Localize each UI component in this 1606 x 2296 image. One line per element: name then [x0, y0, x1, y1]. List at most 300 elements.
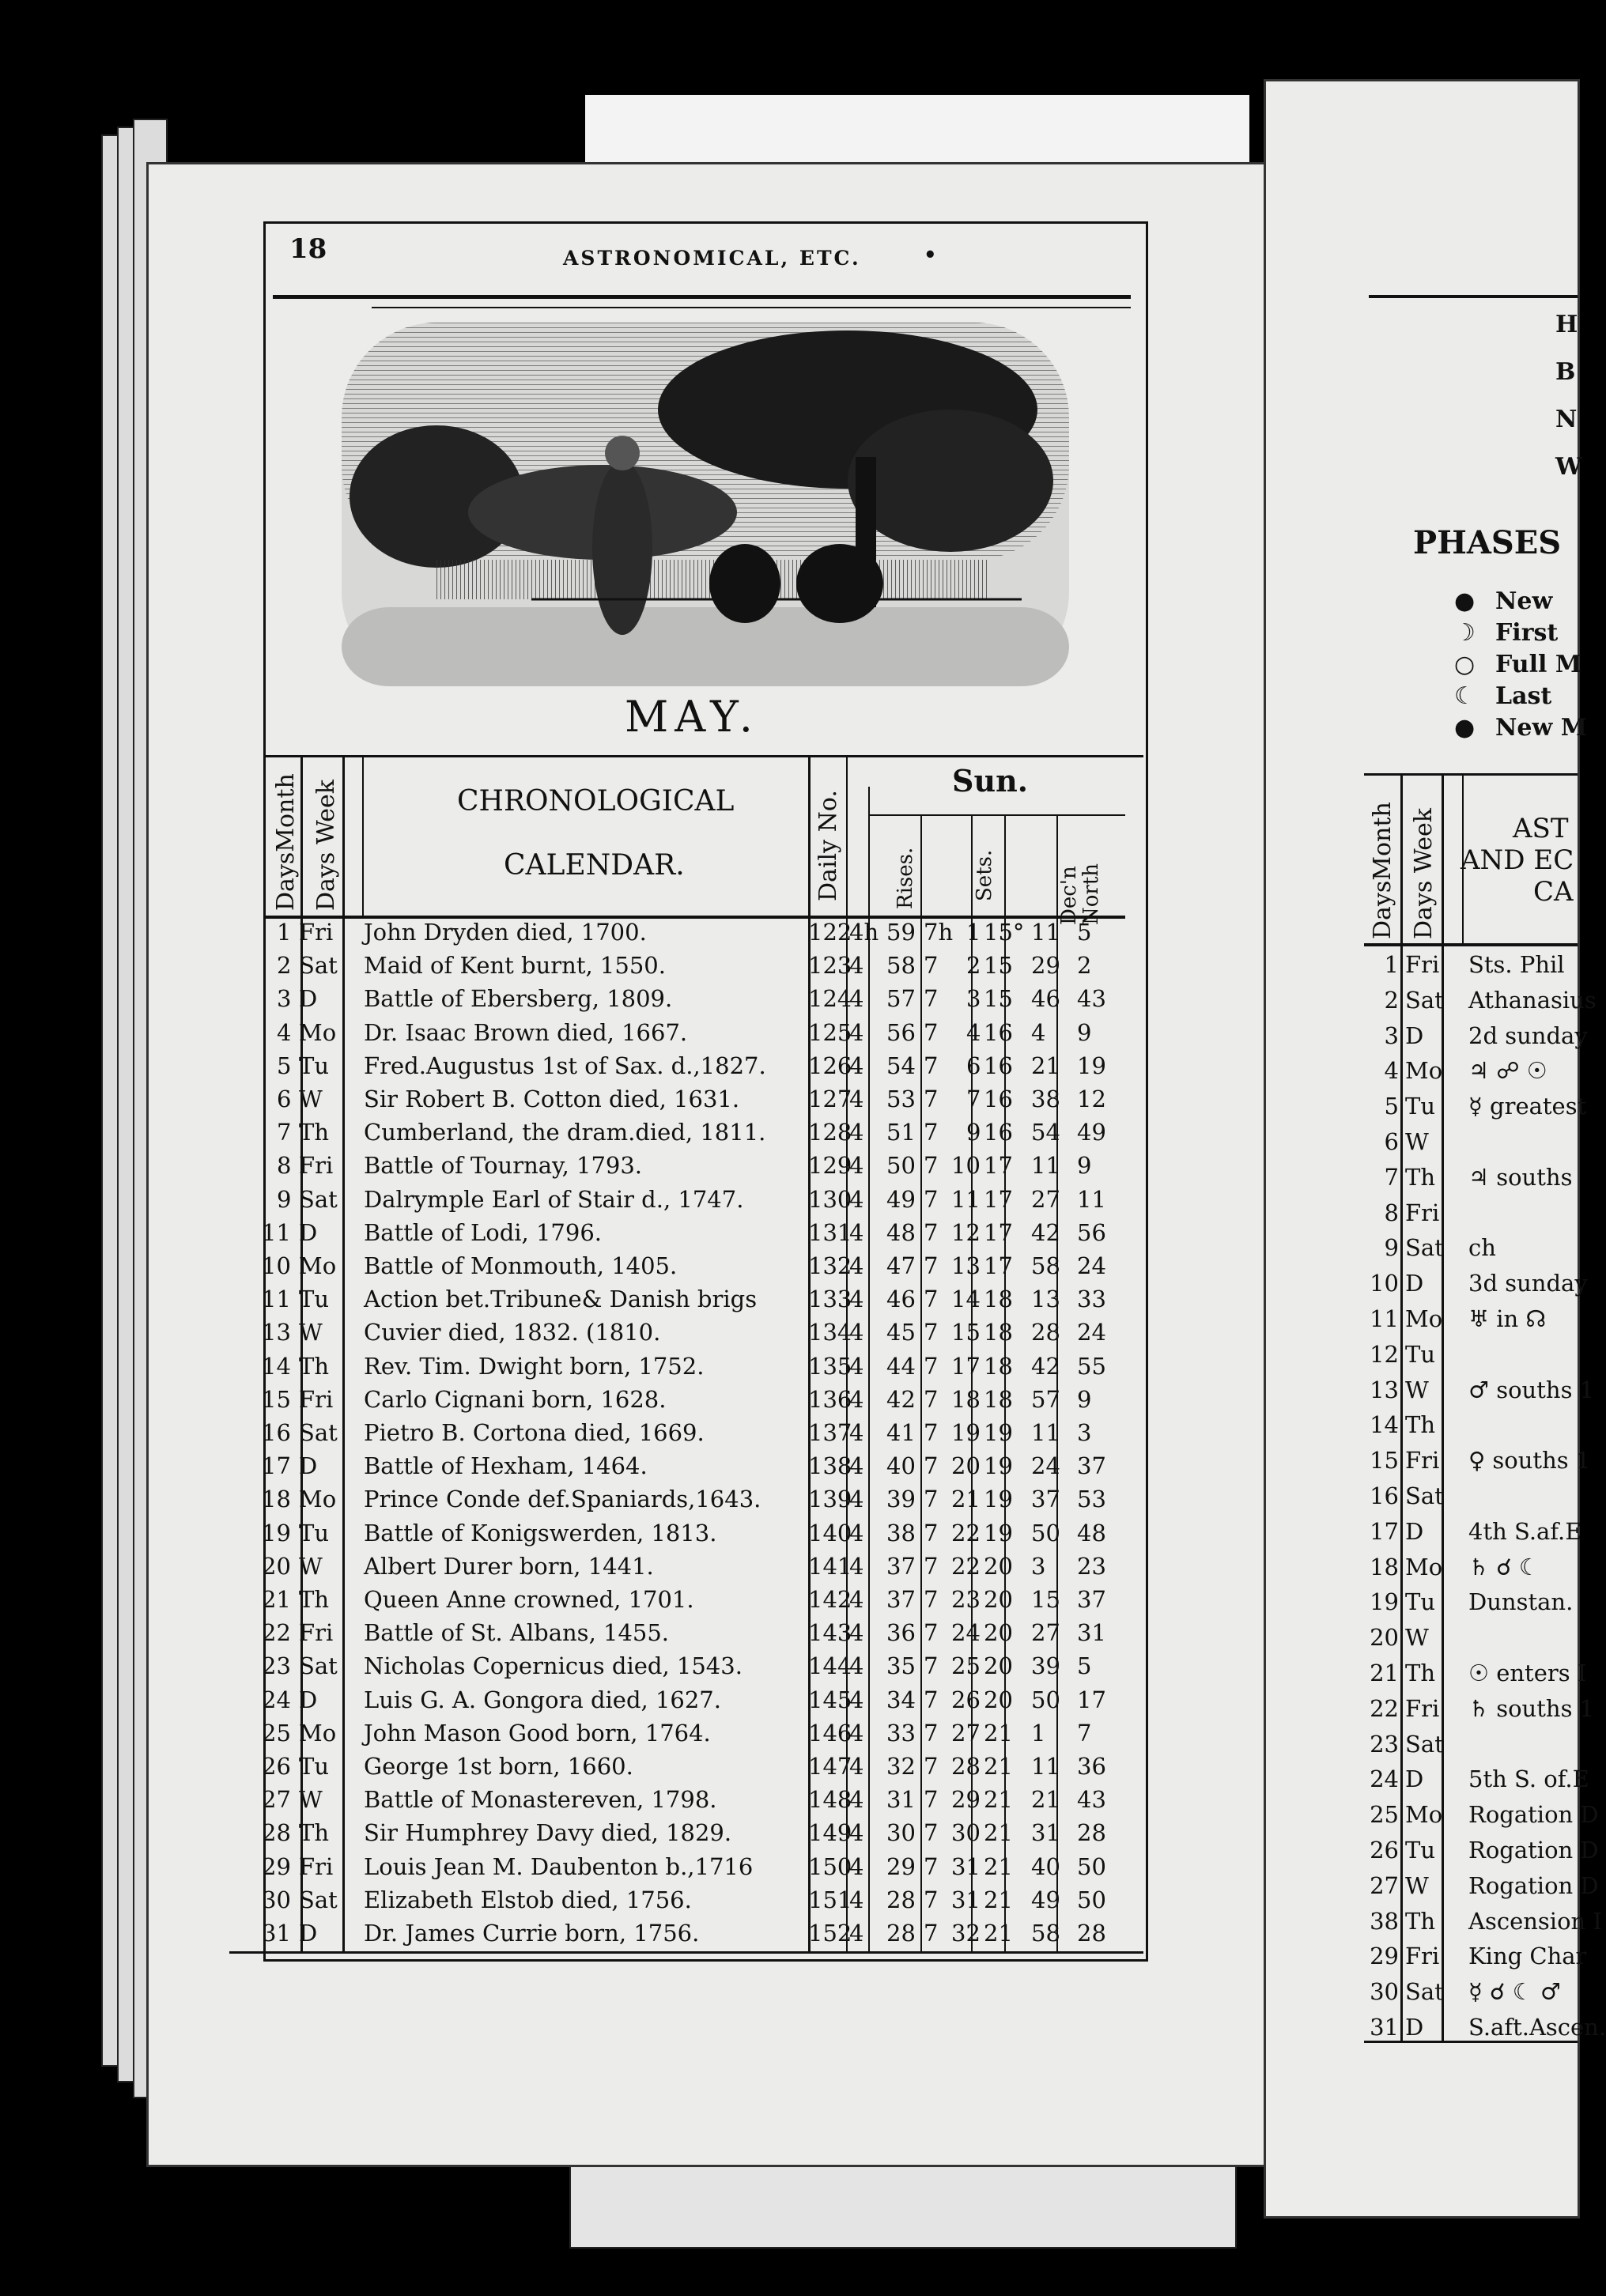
- right-day-of-week: Sat: [1405, 1730, 1444, 1758]
- sun-set-hour: 7h: [924, 919, 954, 946]
- declination-minute: 46: [1031, 985, 1060, 1013]
- right-table-bottom: [1364, 2041, 1578, 2043]
- event-text: Dr. James Currie born, 1756.: [364, 1920, 700, 1947]
- table-row: [237, 1819, 1147, 1847]
- day-of-month: 24: [262, 1686, 291, 1713]
- sun-set-hour: 7: [924, 1519, 939, 1546]
- declination-minute: 15: [1031, 1586, 1060, 1613]
- daily-number: 128: [808, 1119, 852, 1146]
- sun-set-minute: 22: [951, 1519, 981, 1546]
- right-day-of-week: Sat: [1405, 986, 1444, 1014]
- sun-set-minute: 19: [951, 1419, 981, 1446]
- right-day-of-week: Th: [1405, 1163, 1436, 1191]
- sun-rise-minute: 58: [886, 952, 916, 980]
- day-of-week: Tu: [299, 1052, 330, 1079]
- declination-second: 24: [1077, 1252, 1106, 1279]
- sun-set-hour: 7: [924, 1753, 939, 1780]
- sun-rise-minute: 49: [886, 1185, 916, 1213]
- right-entry-text: Rogation D: [1468, 1801, 1599, 1829]
- table-row: [237, 1286, 1147, 1313]
- right-day-of-month: 11: [1370, 1305, 1399, 1332]
- declination-second: 3: [1077, 1419, 1092, 1446]
- sun-set-minute: 27: [951, 1719, 981, 1747]
- table-row: [237, 1319, 1147, 1346]
- sun-set-minute: 26: [951, 1686, 981, 1713]
- sun-set-minute: 12: [951, 1218, 981, 1246]
- right-day-of-week: Fri: [1405, 1943, 1440, 1970]
- daily-number: 147: [808, 1753, 852, 1780]
- declination-degree: 21: [984, 1753, 1013, 1780]
- event-text: Rev. Tim. Dwight born, 1752.: [364, 1352, 705, 1380]
- sun-set-minute: 31: [951, 1852, 981, 1880]
- right-day-of-month: 13: [1370, 1376, 1399, 1403]
- daily-number: 145: [808, 1686, 852, 1713]
- sun-rise-minute: 29: [886, 1852, 916, 1880]
- right-entry-text: Rogation D: [1468, 1871, 1599, 1899]
- event-text: Battle of Monastereven, 1798.: [364, 1786, 717, 1814]
- declination-second: 7: [1077, 1719, 1092, 1747]
- event-text: Pietro B. Cortona died, 1669.: [364, 1419, 705, 1446]
- right-day-of-week: W: [1405, 1376, 1429, 1403]
- sun-set-hour: 7: [924, 1152, 939, 1180]
- woodcut-illustration: [342, 323, 1069, 686]
- sun-rise-hour: 4: [849, 1086, 864, 1112]
- day-of-week: D: [299, 1920, 318, 1947]
- sun-rise-minute: 45: [886, 1319, 916, 1346]
- event-text: Luis G. A. Gongora died, 1627.: [364, 1686, 721, 1713]
- sun-set-minute: 25: [951, 1652, 981, 1680]
- event-text: Sir Humphrey Davy died, 1829.: [364, 1819, 732, 1847]
- sun-set-hour: 7: [924, 952, 939, 980]
- declination-degree: 16: [984, 1086, 1013, 1112]
- day-of-week: Sat: [299, 1185, 338, 1213]
- table-row: [237, 1252, 1147, 1279]
- day-of-week: Mo: [299, 1018, 337, 1046]
- rises-header: Rises.: [894, 847, 917, 909]
- declination-second: 9: [1077, 1152, 1092, 1180]
- sun-rise-minute: 28: [886, 1886, 916, 1913]
- event-text: Carlo Cignani born, 1628.: [364, 1385, 667, 1413]
- phase-full-icon: ○: [1454, 651, 1476, 678]
- sun-set-hour: 7: [924, 1018, 939, 1046]
- daily-number: 132: [808, 1252, 852, 1279]
- days-month-header: DaysMonth: [272, 773, 300, 911]
- col-rule: [362, 757, 364, 916]
- sun-set-hour: 7: [924, 1586, 939, 1613]
- sun-rise-hour: 4: [849, 1586, 864, 1613]
- table-row: [237, 952, 1147, 980]
- right-day-of-week: Mo: [1405, 1305, 1443, 1332]
- header-rule-thin: [372, 307, 1131, 308]
- event-text: Dr. Isaac Brown died, 1667.: [364, 1018, 688, 1046]
- declination-degree: 15: [984, 985, 1013, 1013]
- right-letter: H: [1555, 311, 1578, 338]
- sun-rise-hour: 4: [849, 1185, 864, 1213]
- declination-second: 56: [1077, 1218, 1106, 1246]
- day-of-week: Th: [299, 1352, 330, 1380]
- daily-number: 124: [808, 985, 852, 1013]
- right-days-month-header: DaysMonth: [1369, 802, 1396, 939]
- declination-degree: 19: [984, 1519, 1013, 1546]
- declination-second: 48: [1077, 1519, 1106, 1546]
- sun-set-minute: 4: [966, 1018, 981, 1046]
- day-of-month: 3: [277, 985, 292, 1013]
- event-text: Battle of Tournay, 1793.: [364, 1152, 643, 1180]
- sun-set-hour: 7: [924, 1319, 939, 1346]
- header-dot: •: [924, 244, 937, 267]
- phase-first-icon: ☽: [1454, 619, 1476, 647]
- table-row: [237, 1586, 1147, 1613]
- right-entry-text: ♄ souths 1: [1468, 1694, 1595, 1722]
- daily-number: 139: [808, 1486, 852, 1513]
- table-row: [237, 1052, 1147, 1079]
- event-text: Battle of St. Albans, 1455.: [364, 1619, 670, 1647]
- right-day-of-week: D: [1405, 2014, 1424, 2041]
- daily-number: 127: [808, 1086, 852, 1112]
- day-of-month: 18: [262, 1486, 291, 1513]
- right-day-of-week: D: [1405, 1517, 1424, 1545]
- table-row: [237, 1218, 1147, 1246]
- right-day-of-week: Fri: [1405, 1694, 1440, 1722]
- sun-rise-minute: 46: [886, 1286, 916, 1313]
- right-table-head-bottom: [1364, 943, 1578, 946]
- right-day-of-week: Sat: [1405, 1482, 1444, 1509]
- day-of-month: 5: [277, 1052, 292, 1079]
- day-of-week: Tu: [299, 1519, 330, 1546]
- table-row: [237, 985, 1147, 1013]
- right-day-of-week: Fri: [1405, 951, 1440, 978]
- sets-header: Sets.: [973, 849, 996, 901]
- right-entry-text: Rogation D: [1468, 1837, 1599, 1864]
- daily-number: 122: [808, 919, 852, 946]
- declination-degree: 18: [984, 1385, 1013, 1413]
- day-of-month: 11: [262, 1286, 291, 1313]
- right-day-of-month: 19: [1370, 1588, 1399, 1616]
- declination-minute: 42: [1031, 1352, 1060, 1380]
- sun-rise-minute: 42: [886, 1385, 916, 1413]
- event-text: Albert Durer born, 1441.: [364, 1552, 654, 1580]
- table-row: [237, 1852, 1147, 1880]
- day-of-week: W: [299, 1086, 323, 1112]
- sun-rise-hour: 4: [849, 1519, 864, 1546]
- declination-minute: 3: [1031, 1552, 1046, 1580]
- table-row: [237, 1452, 1147, 1480]
- event-text: Sir Robert B. Cotton died, 1631.: [364, 1086, 740, 1112]
- declination-second: 11: [1077, 1185, 1106, 1213]
- right-day-of-week: Sat: [1405, 1978, 1444, 2006]
- sun-set-minute: 30: [951, 1819, 981, 1847]
- event-text: Action bet.Tribune& Danish brigs: [364, 1286, 758, 1313]
- day-of-week: D: [299, 1452, 318, 1480]
- day-of-month: 23: [262, 1652, 291, 1680]
- sun-set-minute: 29: [951, 1786, 981, 1814]
- phase-label: New M: [1495, 714, 1587, 742]
- day-of-week: Sat: [299, 1652, 338, 1680]
- daily-number: 135: [808, 1352, 852, 1380]
- daily-number: 148: [808, 1786, 852, 1814]
- day-of-month: 19: [262, 1519, 291, 1546]
- day-of-week: Mo: [299, 1486, 337, 1513]
- sun-set-hour: 7: [924, 1119, 939, 1146]
- event-text: Battle of Monmouth, 1405.: [364, 1252, 678, 1279]
- right-day-of-month: 22: [1370, 1694, 1399, 1722]
- event-text: Prince Conde def.Spaniards,1643.: [364, 1486, 761, 1513]
- sun-set-minute: 17: [951, 1352, 981, 1380]
- daily-number: 131: [808, 1218, 852, 1246]
- day-of-month: 22: [262, 1619, 291, 1647]
- event-text: George 1st born, 1660.: [364, 1753, 633, 1780]
- sun-rise-minute: 39: [886, 1486, 916, 1513]
- declination-degree: 18: [984, 1352, 1013, 1380]
- right-col-rule: [1442, 776, 1444, 2041]
- day-of-week: Mo: [299, 1252, 337, 1279]
- declination-degree: 15: [984, 952, 1013, 980]
- right-day-of-month: 8: [1384, 1199, 1399, 1226]
- declination-minute: 11: [1031, 1753, 1060, 1780]
- right-entry-text: ♄ ☌ ☾: [1468, 1553, 1540, 1580]
- sun-rise-hour: 4: [849, 1152, 864, 1180]
- declination-degree: 21: [984, 1819, 1013, 1847]
- day-of-month: 15: [262, 1385, 291, 1413]
- sun-set-minute: 13: [951, 1252, 981, 1279]
- sun-set-hour: 7: [924, 1185, 939, 1213]
- sun-rise-hour: 4: [849, 952, 864, 980]
- right-day-of-month: 7: [1384, 1163, 1399, 1191]
- declination-second: 12: [1077, 1086, 1106, 1112]
- right-entry-text: S.aft.Ascen.: [1468, 2014, 1606, 2041]
- sun-rise-hour: 4: [849, 1852, 864, 1880]
- declination-second: 37: [1077, 1452, 1106, 1480]
- sun-set-minute: 18: [951, 1385, 981, 1413]
- declination-minute: 21: [1031, 1786, 1060, 1814]
- right-col-title: CA: [1533, 876, 1574, 908]
- declination-degree: 21: [984, 1719, 1013, 1747]
- daily-number: 142: [808, 1586, 852, 1613]
- event-text: John Mason Good born, 1764.: [364, 1719, 711, 1747]
- day-of-month: 11: [262, 1218, 291, 1246]
- sun-set-hour: 7: [924, 1686, 939, 1713]
- sun-rise-hour: 4: [849, 1452, 864, 1480]
- right-day-of-week: Fri: [1405, 1199, 1440, 1226]
- declination-second: 5: [1077, 1652, 1092, 1680]
- phases-title: PHASES: [1413, 524, 1562, 561]
- declination-second: 49: [1077, 1119, 1106, 1146]
- right-day-of-month: 9: [1384, 1234, 1399, 1262]
- sun-rise-hour: 4: [849, 1786, 864, 1814]
- phase-label: First: [1495, 619, 1559, 647]
- day-of-month: 28: [262, 1819, 291, 1847]
- declination-second: 50: [1077, 1852, 1106, 1880]
- day-of-month: 25: [262, 1719, 291, 1747]
- daily-number: 151: [808, 1886, 852, 1913]
- phase-last-icon: ☾: [1454, 682, 1476, 710]
- table-row: [237, 1652, 1147, 1680]
- right-day-of-month: 15: [1370, 1447, 1399, 1475]
- sun-rise-minute: 40: [886, 1452, 916, 1480]
- right-day-of-month: 30: [1370, 1978, 1399, 2006]
- right-entry-text: 3d sunday: [1468, 1270, 1588, 1297]
- declination-second: 23: [1077, 1552, 1106, 1580]
- declination-second: 5: [1077, 919, 1092, 946]
- event-text: Louis Jean M. Daubenton b.,1716: [364, 1852, 754, 1880]
- right-entry-text: Ascension I: [1468, 1907, 1602, 1935]
- sun-set-minute: 23: [951, 1586, 981, 1613]
- day-of-month: 20: [262, 1552, 291, 1580]
- right-day-of-week: Mo: [1405, 1553, 1443, 1580]
- right-day-of-month: 38: [1370, 1907, 1399, 1935]
- day-of-month: 17: [262, 1452, 291, 1480]
- right-entry-text: ♀ souths 1: [1468, 1447, 1591, 1475]
- declination-degree: 17: [984, 1185, 1013, 1213]
- declination-minute: 11: [1031, 1419, 1060, 1446]
- day-of-week: Fri: [299, 1385, 334, 1413]
- sun-set-minute: 3: [966, 985, 981, 1013]
- sun-set-minute: 1: [966, 919, 981, 946]
- sun-set-hour: 7: [924, 1552, 939, 1580]
- header-rule: [273, 295, 1131, 299]
- daily-number: 136: [808, 1385, 852, 1413]
- declination-minute: 13: [1031, 1286, 1060, 1313]
- table-row: [237, 1385, 1147, 1413]
- declination-minute: 40: [1031, 1852, 1060, 1880]
- table-row: [237, 1486, 1147, 1513]
- declination-degree: 15°: [984, 919, 1025, 946]
- declination-second: 50: [1077, 1886, 1106, 1913]
- day-of-week: Tu: [299, 1753, 330, 1780]
- right-day-of-month: 27: [1370, 1871, 1399, 1899]
- day-of-month: 10: [262, 1252, 291, 1279]
- right-day-of-month: 18: [1370, 1553, 1399, 1580]
- table-row: [237, 1686, 1147, 1713]
- daily-no-header: Daily No.: [814, 790, 842, 901]
- day-of-month: 8: [277, 1152, 292, 1180]
- day-of-month: 30: [262, 1886, 291, 1913]
- declination-second: 36: [1077, 1753, 1106, 1780]
- day-of-week: Sat: [299, 1886, 338, 1913]
- day-of-week: D: [299, 1686, 318, 1713]
- table-bottom-rule: [229, 1951, 1143, 1954]
- declination-minute: 49: [1031, 1886, 1060, 1913]
- right-entry-text: ☿ greatest: [1468, 1093, 1587, 1120]
- sun-set-hour: 7: [924, 985, 939, 1013]
- daily-number: 123: [808, 952, 852, 980]
- declination-minute: 58: [1031, 1920, 1060, 1947]
- table-row: [237, 1352, 1147, 1380]
- daily-number: 134: [808, 1319, 852, 1346]
- declination-degree: 18: [984, 1319, 1013, 1346]
- declination-second: 2: [1077, 952, 1092, 980]
- day-of-month: 16: [262, 1419, 291, 1446]
- daily-number: 140: [808, 1519, 852, 1546]
- declination-second: 33: [1077, 1286, 1106, 1313]
- right-letter: B: [1555, 358, 1576, 386]
- days-week-header: Days Week: [312, 780, 340, 911]
- sun-set-minute: 28: [951, 1753, 981, 1780]
- sun-rise-hour: 4: [849, 1352, 864, 1380]
- day-of-week: Fri: [299, 1152, 334, 1180]
- declination-degree: 16: [984, 1052, 1013, 1079]
- right-entry-text: ch: [1468, 1234, 1496, 1262]
- sun-set-minute: 31: [951, 1886, 981, 1913]
- sun-header: Sun.: [952, 763, 1028, 799]
- right-header-rule: [1369, 295, 1578, 298]
- sun-set-hour: 7: [924, 1452, 939, 1480]
- declination-degree: 16: [984, 1018, 1013, 1046]
- day-of-month: 31: [262, 1920, 291, 1947]
- sun-set-hour: 7: [924, 1719, 939, 1747]
- day-of-month: 14: [262, 1352, 291, 1380]
- declination-minute: 54: [1031, 1119, 1060, 1146]
- sun-rise-minute: 44: [886, 1352, 916, 1380]
- declination-minute: 29: [1031, 952, 1060, 980]
- sun-rise-minute: 33: [886, 1719, 916, 1747]
- right-day-of-month: 3: [1384, 1021, 1399, 1049]
- day-of-month: 27: [262, 1786, 291, 1814]
- sun-rise-minute: 41: [886, 1419, 916, 1446]
- declination-second: 28: [1077, 1920, 1106, 1947]
- sun-rise-hour: 4: [849, 1753, 864, 1780]
- sun-set-hour: 7: [924, 1385, 939, 1413]
- sun-set-minute: 20: [951, 1452, 981, 1480]
- right-letter: N: [1555, 406, 1578, 433]
- page-number: 18: [289, 233, 327, 265]
- sun-set-minute: 14: [951, 1286, 981, 1313]
- sun-set-hour: 7: [924, 1052, 939, 1079]
- right-day-of-month: 4: [1384, 1057, 1399, 1085]
- declination-minute: 21: [1031, 1052, 1060, 1079]
- sun-set-hour: 7: [924, 1352, 939, 1380]
- sun-rise-minute: 37: [886, 1586, 916, 1613]
- right-day-of-week: D: [1405, 1270, 1424, 1297]
- declination-second: 43: [1077, 1786, 1106, 1814]
- page-title: ASTRONOMICAL, ETC.: [563, 247, 861, 270]
- declination-minute: 38: [1031, 1086, 1060, 1112]
- sun-set-hour: 7: [924, 1920, 939, 1947]
- declination-minute: 57: [1031, 1385, 1060, 1413]
- sun-rise-minute: 50: [886, 1152, 916, 1180]
- decn-header: Dec'n North: [1057, 863, 1103, 925]
- day-of-month: 26: [262, 1753, 291, 1780]
- right-day-of-month: 2: [1384, 986, 1399, 1014]
- sun-rise-hour: 4: [849, 1652, 864, 1680]
- declination-degree: 20: [984, 1619, 1013, 1647]
- sun-set-minute: 9: [966, 1119, 981, 1146]
- table-row: [237, 1619, 1147, 1647]
- right-day-of-week: Tu: [1405, 1340, 1436, 1368]
- declination-minute: 39: [1031, 1652, 1060, 1680]
- right-day-of-week: Mo: [1405, 1057, 1443, 1085]
- daily-number: 149: [808, 1819, 852, 1847]
- sun-rise-hour: 4: [849, 1619, 864, 1647]
- event-text: Fred.Augustus 1st of Sax. d.,1827.: [364, 1052, 766, 1079]
- right-day-of-week: Mo: [1405, 1801, 1443, 1829]
- sun-rise-minute: 35: [886, 1652, 916, 1680]
- declination-minute: 28: [1031, 1319, 1060, 1346]
- day-of-month: 29: [262, 1852, 291, 1880]
- right-day-of-week: Tu: [1405, 1837, 1436, 1864]
- right-day-of-week: Th: [1405, 1660, 1436, 1686]
- sun-set-minute: 21: [951, 1486, 981, 1513]
- day-of-week: Sat: [299, 952, 338, 980]
- sun-set-minute: 6: [966, 1052, 981, 1079]
- daily-number: 150: [808, 1852, 852, 1880]
- declination-degree: 21: [984, 1920, 1013, 1947]
- declination-minute: 50: [1031, 1519, 1060, 1546]
- phase-label: Full M: [1495, 651, 1582, 678]
- right-day-of-week: D: [1405, 1021, 1424, 1049]
- day-of-week: Fri: [299, 1619, 334, 1647]
- daily-number: 130: [808, 1185, 852, 1213]
